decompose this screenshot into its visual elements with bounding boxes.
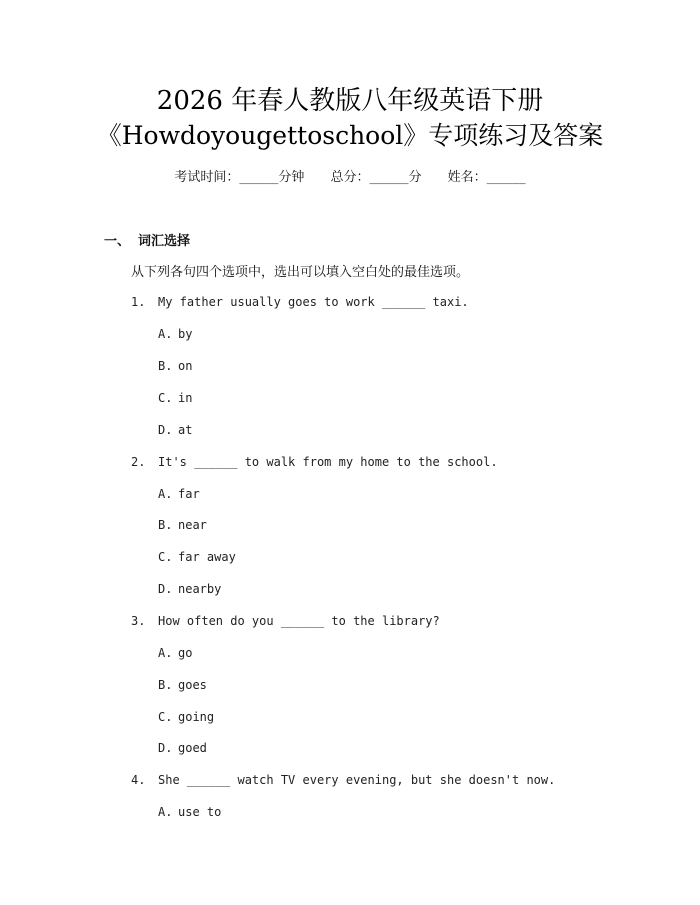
option-text: near xyxy=(178,518,207,532)
option-letter: A. xyxy=(158,487,173,501)
question-4 xyxy=(131,772,555,788)
question-1-option-d xyxy=(158,422,192,438)
question-1 xyxy=(131,294,469,310)
question-3-option-d xyxy=(158,740,207,756)
exam-info xyxy=(0,169,700,187)
option-letter: D. xyxy=(158,423,173,437)
question-number: 1. xyxy=(131,295,146,309)
option-text: use to xyxy=(178,805,222,819)
question-text: It's ______ to walk from my home to the school. xyxy=(158,455,498,469)
question-2-option-d xyxy=(158,581,221,597)
question-text: How often do you ______ to the library? xyxy=(158,614,440,628)
exam-time-field: 考试时间：______分钟 xyxy=(174,170,305,185)
option-letter: C. xyxy=(158,550,173,564)
option-text: on xyxy=(178,359,193,373)
option-letter: A. xyxy=(158,646,173,660)
question-4-option-a xyxy=(158,804,221,820)
option-text: nearby xyxy=(178,582,222,596)
document-title-line2: 《Howdoyougettoschool》专项练习及答案 xyxy=(96,121,604,150)
option-letter: C. xyxy=(158,391,173,405)
question-number: 2. xyxy=(131,455,146,469)
option-text: in xyxy=(178,391,193,405)
question-2-option-a xyxy=(158,486,200,502)
question-2 xyxy=(131,454,498,470)
question-3-option-b xyxy=(158,677,207,693)
document-title-line1: 2026 年春人教版八年级英语下册 xyxy=(156,86,544,116)
option-text: going xyxy=(178,710,215,724)
option-letter: D. xyxy=(158,582,173,596)
exam-score-field: 总分：______分 xyxy=(330,170,422,185)
exam-name-field: 姓名：______ xyxy=(447,170,526,185)
option-letter: A. xyxy=(158,805,173,819)
option-letter: B. xyxy=(158,359,173,373)
option-letter: A. xyxy=(158,327,173,341)
question-3-option-a xyxy=(158,645,192,661)
question-1-option-b xyxy=(158,358,192,374)
section-instruction: 从下列各句四个选项中，选出可以填入空白处的最佳选项。 xyxy=(131,265,470,280)
option-text: goed xyxy=(178,741,207,755)
section-heading xyxy=(104,230,190,249)
question-number: 3. xyxy=(131,614,146,628)
question-text: My father usually goes to work ______ taxi. xyxy=(158,295,469,309)
question-text: She ______ watch TV every evening, but she doesn't now. xyxy=(158,773,556,787)
section-number: 一、 xyxy=(104,234,131,249)
question-1-option-c xyxy=(158,390,192,406)
option-letter: B. xyxy=(158,518,173,532)
question-3 xyxy=(131,613,440,629)
question-2-option-c xyxy=(158,549,236,565)
section-title: 词汇选择 xyxy=(138,234,191,249)
option-text: far away xyxy=(178,550,236,564)
option-letter: C. xyxy=(158,710,173,724)
question-1-option-a xyxy=(158,326,192,342)
option-text: far xyxy=(178,487,200,501)
question-3-option-c xyxy=(158,709,214,725)
option-letter: D. xyxy=(158,741,173,755)
option-text: goes xyxy=(178,678,207,692)
option-text: go xyxy=(178,646,193,660)
option-text: at xyxy=(178,423,193,437)
question-2-option-b xyxy=(158,517,207,533)
question-number: 4. xyxy=(131,773,146,787)
option-text: by xyxy=(178,327,193,341)
option-letter: B. xyxy=(158,678,173,692)
